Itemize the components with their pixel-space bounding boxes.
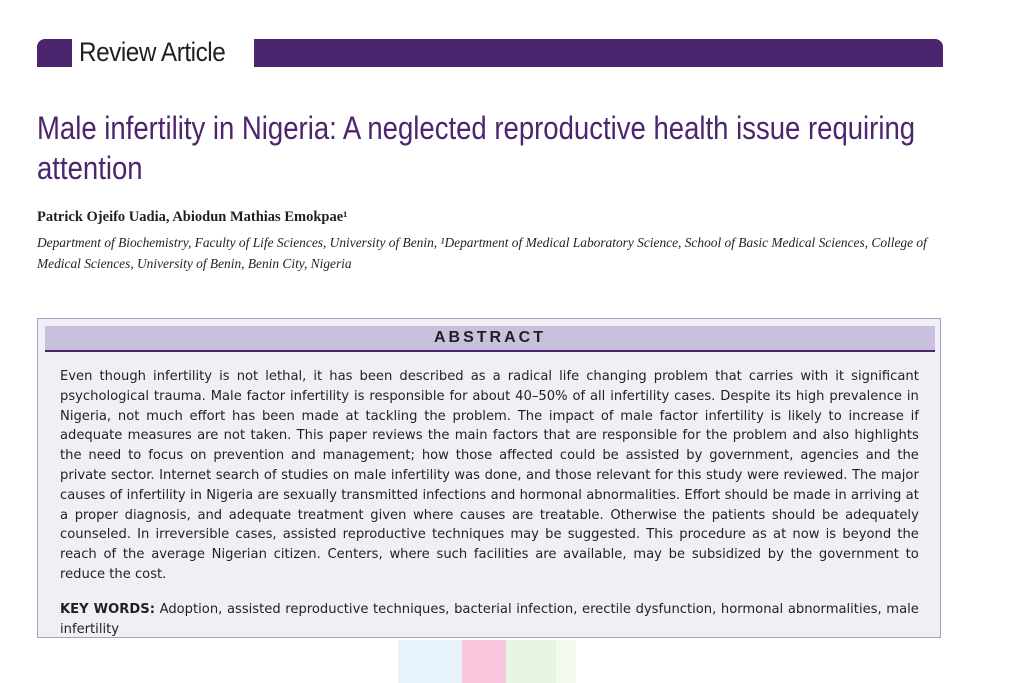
- keywords: [60, 600, 919, 640]
- article-title: Male infertility in Nigeria: A neglected reproductive health issue requiring attention: [37, 110, 916, 186]
- abstract-heading: ABSTRACT: [45, 326, 935, 352]
- banner-bar-right: [254, 39, 943, 67]
- section-label: Review Article: [79, 37, 226, 67]
- decor-block-pink: [462, 640, 506, 683]
- article-authors: Patrick Ojeifo Uadia, Abiodun Mathias Emokpae¹: [37, 209, 348, 225]
- abstract-box: [37, 318, 941, 638]
- decor-block-blue: [398, 640, 462, 683]
- abstract-body: Even though infertility is not lethal, it has been described as a radical life changing problem that carries with it significant psychological trauma. Male factor infertility is responsible for about 40–50% of all infertility cases. Despite its high prevalence in Nigeria, not much effort has been made at tackling the problem. The impact of male factor infertility is likely to increase if adequate measures are not taken. This paper reviews the main factors that are responsible for the problem and also highlights the need to focus on prevention and management; how those affected could be assisted by government, agencies and the private sector. Internet search of studies on male infertility was done, and those relevant for this study were reviewed. The major causes of infertility in Nigeria are sexually transmitted infections and hormonal abnormalities. Effort should be made in arriving at a proper diagnosis, and adequate treatment given where causes are treatable. Otherwise the patients should be adequately counseled. In irreversible cases, assisted reproductive techniques may be suggested. This procedure as at now is beyond the reach of the average Nigerian citizen. Centers, where such facilities are available, may be subsidized by the government to reduce the cost.: [60, 368, 919, 582]
- decor-block-light: [556, 640, 576, 683]
- banner-block-left: [37, 39, 72, 67]
- keywords-label: KEY WORDS:: [60, 601, 155, 617]
- author-affiliation: Department of Biochemistry, Faculty of Life Sciences, University of Benin, ¹Department of Medical Laboratory Science, School of Basic Medical Sciences, College of Medical Sciences, University of Benin, Benin City, Nigeria: [37, 235, 927, 271]
- section-banner: [37, 36, 943, 70]
- keywords-list: Adoption, assisted reproductive techniques, bacterial infection, erectile dysfunction, hormonal abnormalities, male infertility: [60, 601, 919, 637]
- decor-block-green: [506, 640, 556, 683]
